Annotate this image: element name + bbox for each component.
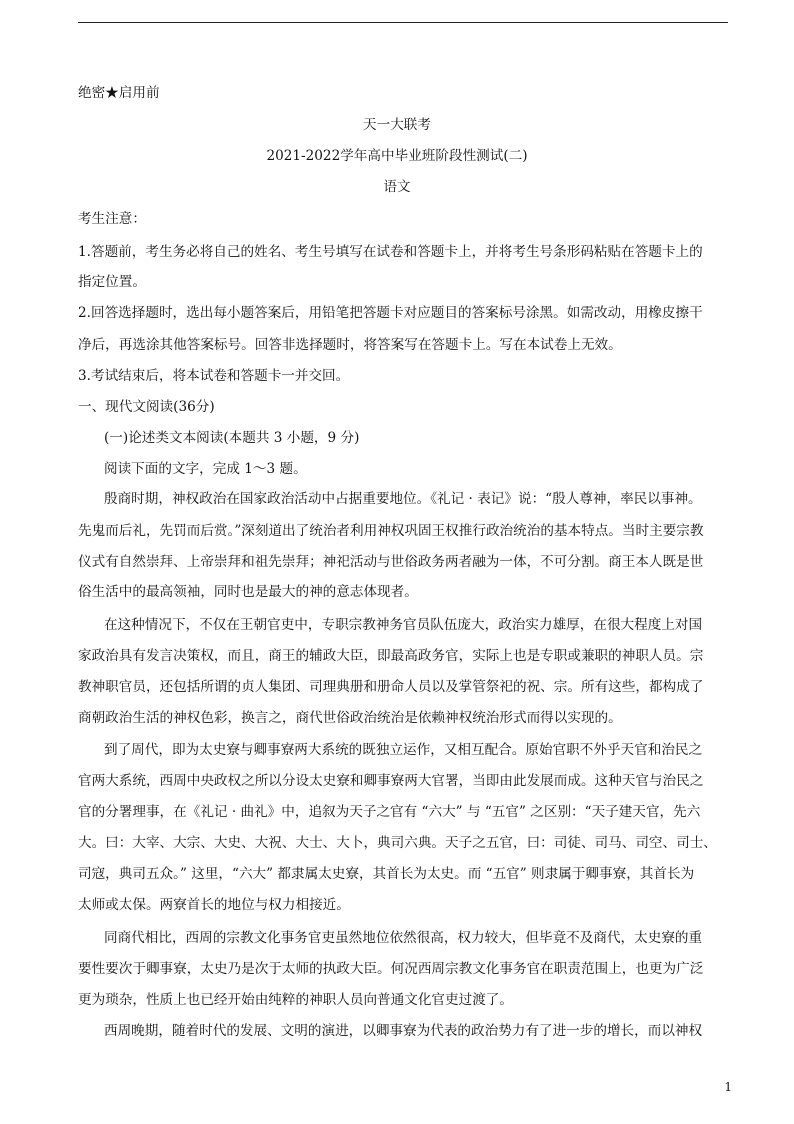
body-line: 更为琐杂，性质上也已经开始由纯粹的神职人员向普通文化官吏过渡了。 — [78, 992, 513, 1008]
body-line: 俗生活中的最高领袖，同时也是最大的神的意志体现者。 — [78, 584, 418, 600]
body-line: 家政治具有发言决策权，而且，商王的辅政大臣，即最高政务官，实际上也是专职或兼职的神职人员。宗 — [78, 648, 704, 664]
page-number: 1 — [724, 1080, 732, 1094]
body-line: 仪式有自然崇拜、上帝崇拜和祖先崇拜；神祀活动与世俗政务两者融为一体，不可分割。商王本人既是世 — [78, 554, 704, 570]
section-subtitle: (一)论述类文本阅读(本题共 3 小题，9 分) — [104, 430, 360, 446]
body-line: 同商代相比，西周的宗教文化事务官吏虽然地位依然很高，权力较大，但毕竟不及商代，太史寮的重 — [104, 930, 703, 946]
subject-title: 语文 — [383, 179, 411, 195]
exam-title: 2021-2022学年高中毕业班阶段性测试(二) — [266, 148, 528, 164]
body-line: 在这种情况下，不仅在王朝官吏中，专职宗教神务官员队伍庞大，政治实力雄厚，在很大程度上对国 — [104, 617, 703, 633]
section-title: 一、现代文阅读(36分) — [78, 399, 215, 415]
body-line: 大。曰：大宰、大宗、大史、大祝、大士、大卜，典司六典。天子之五官，曰：司徒、司马、司空、司士、 — [78, 835, 717, 851]
notice-line: 1.答题前，考生务必将自己的姓名、考生号填写在试卷和答题卡上，并将考生号条形码粘贴在答题卡上的 — [78, 244, 703, 260]
body-line: 西周晚期，随着时代的发展、文明的演进，以卿事寮为代表的政治势力有了进一步的增长，而以神权 — [104, 1023, 703, 1039]
body-line: 官的分署理事，在《礼记 · 曲礼》中，追叙为天子之官有 “六大” 与 “五官” 之区别：“天子建天官，先六 — [78, 804, 701, 820]
body-line: 要性要次于卿事寮，太史乃是次于太师的执政大臣。何况西周宗教文化事务官在职责范围上，也更为广泛 — [78, 961, 704, 977]
notice-line: 2.回答选择题时，选出每小题答案后，用铅笔把答题卡对应题目的答案标号涂黑。如需改动，用橡皮擦干 — [78, 305, 703, 321]
notice-line: 净后，再选涂其他答案标号。回答非选择题时，将答案写在答题卡上。写在本试卷上无效。 — [78, 337, 622, 353]
top-rule — [78, 22, 728, 23]
notice-title: 考生注意： — [78, 211, 146, 227]
notice-line: 3.考试结束后，将本试卷和答题卡一并交回。 — [78, 368, 350, 384]
org-title: 天一大联考 — [363, 117, 431, 133]
notice-line: 指定位置。 — [78, 274, 146, 290]
body-line: 先鬼而后礼，先罚而后赏。”深刻道出了统治者利用神权巩固王权推行政治统治的基本特点。当时主要宗教 — [78, 523, 704, 539]
body-line: 太师或太保。两寮首长的地位与权力相接近。 — [78, 897, 350, 913]
body-line: 教神职官员，还包括所谓的贞人集团、司理典册和册命人员以及掌管祭祀的祝、宗。所有这些，都构成了 — [78, 679, 704, 695]
section-instruction: 阅读下面的文字，完成 1～3 题。 — [104, 461, 307, 477]
body-line: 司寇，典司五众。” 这里，“六大” 都隶属太史寮，其首长为太史。而 “五官” 则隶属于卿事寮，其首长为 — [78, 866, 695, 882]
secret-label: 绝密★启用前 — [78, 85, 160, 101]
body-line: 到了周代，即为太史寮与卿事寮两大系统的既独立运作，又相互配合。原始官职不外乎天官和治民之 — [104, 742, 703, 758]
body-line: 殷商时期，神权政治在国家政治活动中占据重要地位。《礼记 · 表记》说：“殷人尊神，率民以事神。 — [104, 491, 702, 507]
body-line: 商朝政治生活的神权色彩，换言之，商代世俗政治统治是依赖神权统治形式而得以实现的。 — [78, 710, 622, 726]
body-line: 官两大系统，西周中央政权之所以分设太史寮和卿事寮两大官署，当即由此发展而成。这种天官与治民之 — [78, 773, 704, 789]
